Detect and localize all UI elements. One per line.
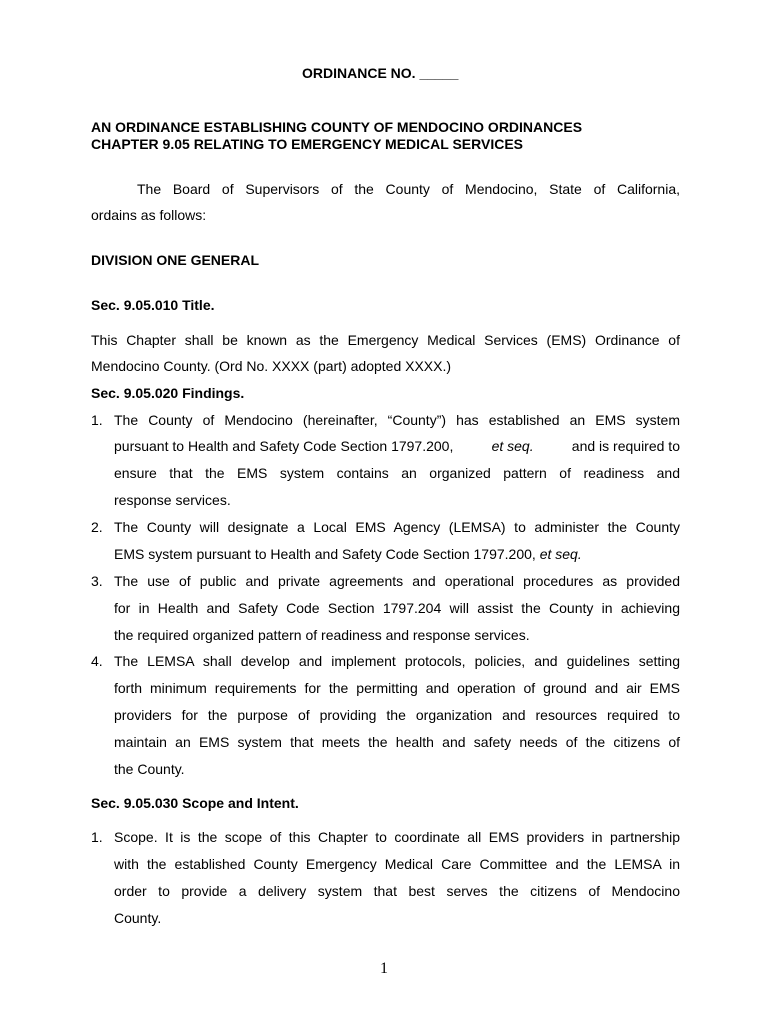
preamble-line-1: The Board of Supervisors of the County of Mendocino, State of California,	[137, 181, 680, 197]
findings-4-line-1: The LEMSA shall develop and implement protocols, policies, and guidelines setting	[114, 653, 680, 669]
findings-3-line-1: The use of public and private agreements and operational procedures as provided	[114, 573, 680, 589]
findings-1-line-2	[114, 438, 680, 454]
section-heading-010: Sec. 9.05.010 Title.	[91, 297, 215, 313]
scope-1-line-3: order to provide a delivery system that best serves the citizens of Mendocino	[114, 883, 680, 899]
findings-2-et-seq: et seq.	[539, 546, 582, 562]
findings-1-line-4: response services.	[114, 492, 231, 508]
findings-4-line-5: the County.	[114, 761, 185, 777]
findings-1-line-2a: pursuant to Health and Safety Code Section 1797.200,	[114, 438, 454, 454]
ordinance-title-line-2: CHAPTER 9.05 RELATING TO EMERGENCY MEDICAL SERVICES	[91, 136, 524, 152]
ordinance-number: ORDINANCE NO. _____	[302, 65, 459, 81]
findings-4-line-2: forth minimum requirements for the permitting and operation of ground and air EMS	[114, 680, 680, 696]
preamble-line-2: ordains as follows:	[91, 207, 207, 223]
scope-1-line-1: Scope. It is the scope of this Chapter to coordinate all EMS providers in partnership	[114, 829, 680, 845]
section-010-line-2: Mendocino County. (Ord No. XXXX (part) adopted XXXX.)	[91, 358, 452, 374]
findings-2-line-1: The County will designate a Local EMS Agency (LEMSA) to administer the County	[114, 519, 680, 535]
section-heading-020: Sec. 9.05.020 Findings.	[91, 385, 245, 401]
findings-3-line-2: for in Health and Safety Code Section 1797.204 will assist the County in achieving	[114, 600, 680, 616]
findings-2-line-2a: EMS system pursuant to Health and Safety Code Section 1797.200,	[114, 546, 536, 562]
findings-1-et-seq: et seq.	[491, 438, 534, 454]
section-heading-030: Sec. 9.05.030 Scope and Intent.	[91, 795, 299, 811]
findings-4-line-4: maintain an EMS system that meets the health and safety needs of the citizens of	[114, 734, 680, 750]
division-heading: DIVISION ONE GENERAL	[91, 252, 260, 268]
list-number: 1.	[91, 829, 103, 845]
section-010-line-1: This Chapter shall be known as the Emergency Medical Services (EMS) Ordinance of	[91, 332, 680, 348]
ordinance-title-line-1: AN ORDINANCE ESTABLISHING COUNTY OF MENDOCINO ORDINANCES	[91, 119, 583, 135]
page-number: 1	[380, 960, 388, 977]
list-number: 1.	[91, 412, 103, 428]
findings-3-line-3: the required organized pattern of readiness and response services.	[114, 627, 530, 643]
scope-1-line-2: with the established County Emergency Medical Care Committee and the LEMSA in	[114, 856, 680, 872]
findings-4-line-3: providers for the purpose of providing the organization and resources required to	[114, 707, 680, 723]
findings-1-line-2c: and is required to	[571, 438, 680, 454]
findings-1-line-3: ensure that the EMS system contains an organized pattern of readiness and	[114, 465, 680, 481]
scope-1-line-4: County.	[114, 910, 162, 926]
list-number: 4.	[91, 653, 103, 669]
list-number: 2.	[91, 519, 103, 535]
list-number: 3.	[91, 573, 103, 589]
findings-1-line-1: The County of Mendocino (hereinafter, “County”) has established an EMS system	[114, 412, 680, 428]
findings-2-line-2	[114, 546, 582, 562]
